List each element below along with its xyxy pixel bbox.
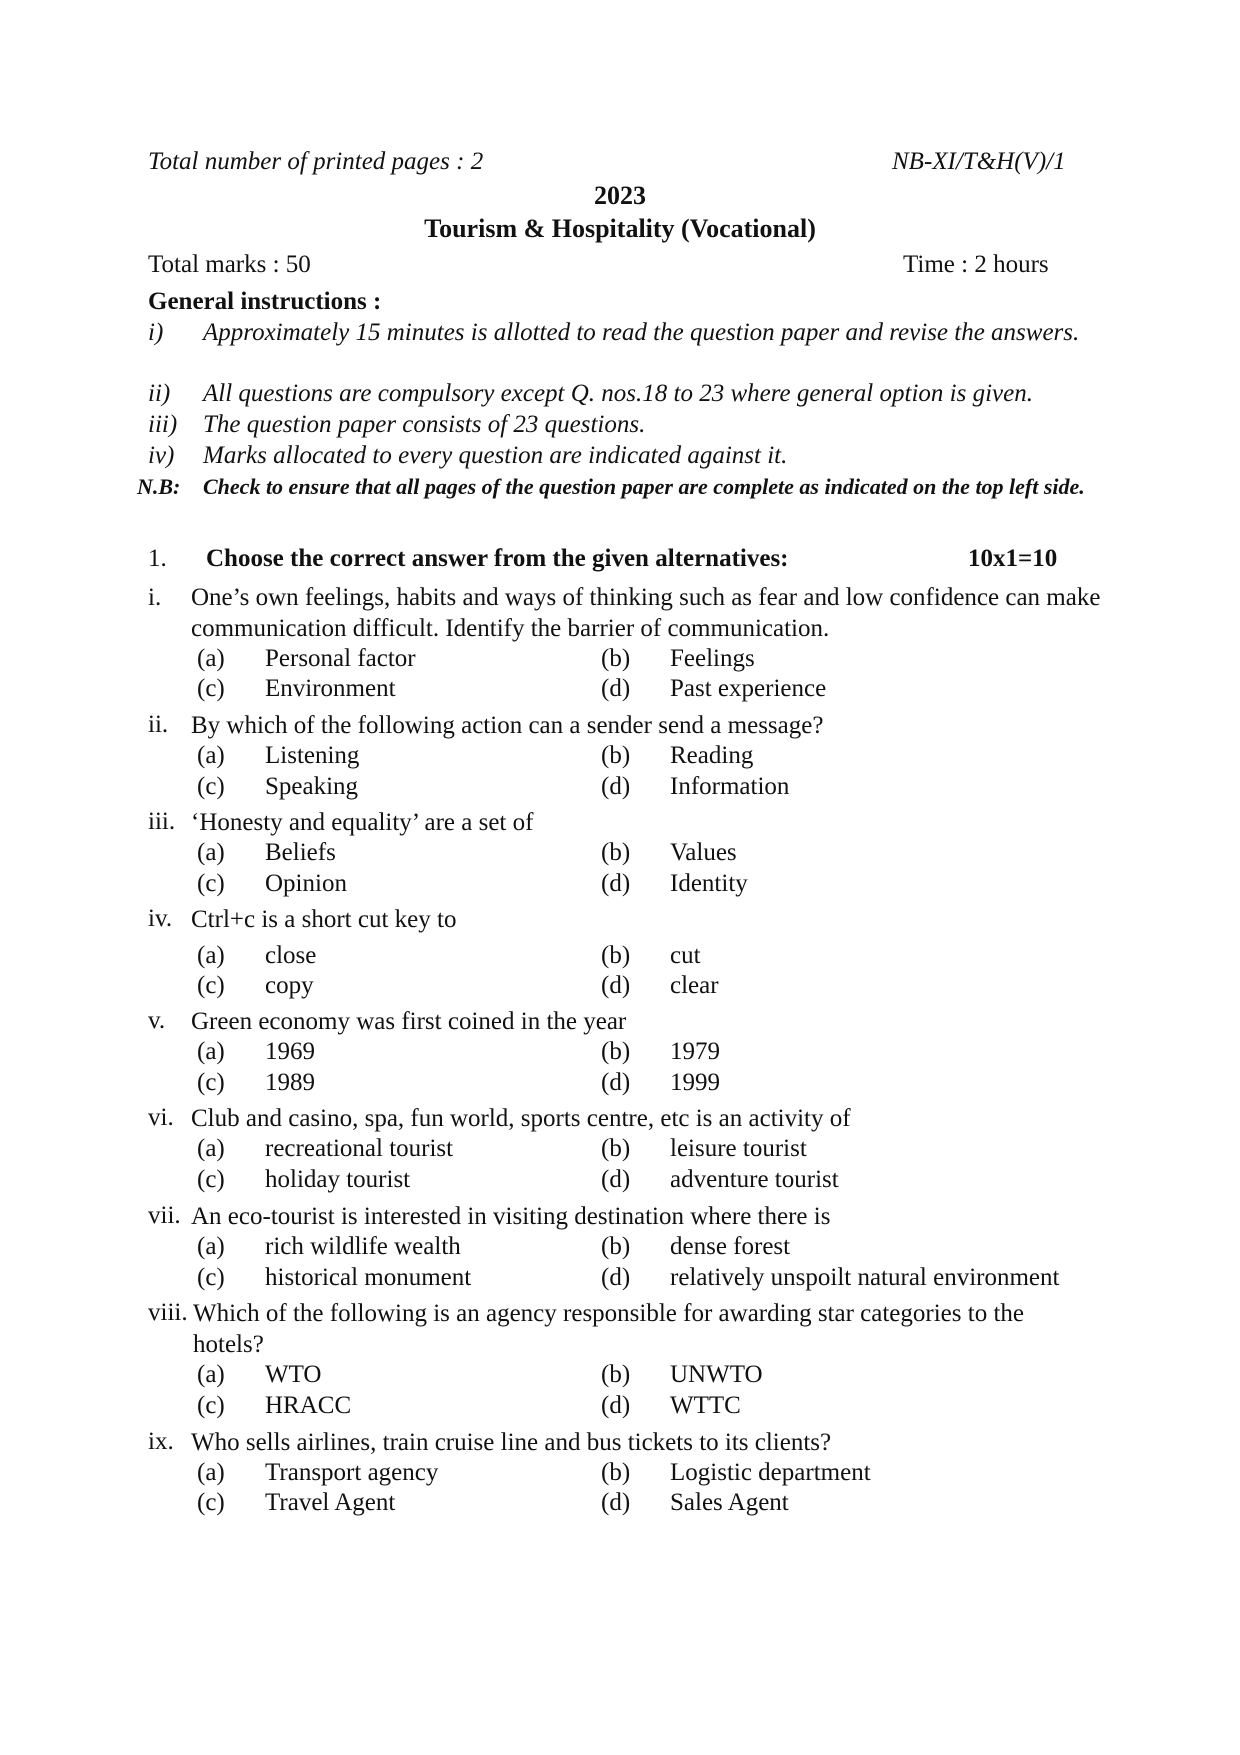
option-text: Information — [670, 773, 790, 800]
option-label: (c) — [197, 773, 225, 800]
option-text: historical monument — [265, 1264, 472, 1291]
option-text: adventure tourist — [670, 1166, 839, 1193]
nb-note: Check to ensure that all pages of the question paper are complete as indicated on the top left side. — [203, 474, 1085, 499]
option-label: (b) — [601, 839, 631, 866]
option-label: (c) — [197, 972, 225, 999]
instruction-text: Marks allocated to every question are indicated against it. — [203, 442, 788, 469]
option-text: Logistic department — [670, 1459, 871, 1486]
option-label: (d) — [601, 1166, 631, 1193]
option-text: close — [265, 942, 317, 969]
instructions-title: General instructions : — [148, 288, 382, 315]
option-text: WTTC — [670, 1392, 741, 1419]
option-label: (d) — [601, 1392, 631, 1419]
option-label: (b) — [601, 1361, 631, 1388]
option-label: (b) — [601, 1459, 631, 1486]
question-number: ix. — [148, 1428, 174, 1455]
question-text: An eco-tourist is interested in visiting destination where there is — [191, 1203, 831, 1230]
option-text: Identity — [670, 870, 748, 897]
option-label: (a) — [197, 1038, 225, 1065]
option-text: dense forest — [670, 1233, 791, 1260]
option-label: (d) — [601, 675, 631, 702]
instruction-text: The question paper consists of 23 questions. — [203, 411, 646, 438]
option-text: WTO — [265, 1361, 322, 1388]
question-number: vii. — [148, 1202, 181, 1229]
option-label: (a) — [197, 1233, 225, 1260]
option-text: recreational tourist — [265, 1135, 454, 1162]
option-label: (d) — [601, 1069, 631, 1096]
option-text: clear — [670, 972, 719, 999]
option-text: Listening — [265, 742, 360, 769]
option-label: (a) — [197, 839, 225, 866]
option-text: Beliefs — [265, 839, 336, 866]
option-label: (b) — [601, 645, 631, 672]
option-label: (d) — [601, 1264, 631, 1291]
option-label: (b) — [601, 742, 631, 769]
option-text: UNWTO — [670, 1361, 763, 1388]
option-text: Values — [670, 839, 737, 866]
question-text: Who sells airlines, train cruise line and bus tickets to its clients? — [191, 1429, 832, 1456]
option-text: HRACC — [265, 1392, 352, 1419]
instruction-text: All questions are compulsory except Q. nos.18 to 23 where general option is given. — [203, 380, 1033, 407]
option-text: Opinion — [265, 870, 347, 897]
option-text: 1979 — [670, 1038, 720, 1065]
option-label: (a) — [197, 742, 225, 769]
option-text: cut — [670, 942, 701, 969]
nb-label: N.B: — [137, 474, 181, 499]
question-number: iv. — [148, 905, 173, 932]
option-text: Reading — [670, 742, 754, 769]
question-text: Ctrl+c is a short cut key to — [191, 906, 457, 933]
option-text: 1989 — [265, 1069, 315, 1096]
option-label: (c) — [197, 1166, 225, 1193]
section-number: 1. — [148, 545, 167, 572]
exam-time: Time : 2 hours — [903, 251, 1049, 278]
option-text: Personal factor — [265, 645, 416, 672]
option-label: (c) — [197, 1489, 225, 1516]
option-text: 1969 — [265, 1038, 315, 1065]
option-label: (d) — [601, 870, 631, 897]
section-title: Choose the correct answer from the given alternatives: — [206, 545, 789, 572]
option-label: (b) — [601, 1038, 631, 1065]
question-number: vi. — [148, 1104, 174, 1131]
option-label: (c) — [197, 1392, 225, 1419]
option-text: Environment — [265, 675, 396, 702]
option-label: (a) — [197, 1459, 225, 1486]
question-text: Green economy was first coined in the year — [191, 1008, 627, 1035]
exam-year: 2023 — [594, 181, 646, 210]
option-label: (c) — [197, 870, 225, 897]
instruction-number: iii) — [148, 411, 178, 438]
option-label: (d) — [601, 972, 631, 999]
total-marks: Total marks : 50 — [148, 251, 311, 278]
option-label: (a) — [197, 942, 225, 969]
option-text: rich wildlife wealth — [265, 1233, 461, 1260]
option-text: copy — [265, 972, 314, 999]
subject-title: Tourism & Hospitality (Vocational) — [424, 214, 816, 243]
option-label: (a) — [197, 1361, 225, 1388]
option-label: (d) — [601, 773, 631, 800]
option-label: (b) — [601, 1135, 631, 1162]
option-text: holiday tourist — [265, 1166, 411, 1193]
option-text: relatively unspoilt natural environment — [670, 1264, 1060, 1291]
option-label: (d) — [601, 1489, 631, 1516]
question-number: viii. — [148, 1299, 188, 1326]
option-text: Transport agency — [265, 1459, 439, 1486]
instruction-text: Approximately 15 minutes is allotted to read the question paper and revise the answers. — [203, 319, 1080, 346]
option-label: (a) — [197, 645, 225, 672]
question-number: i. — [148, 584, 162, 611]
question-number: ii. — [148, 711, 169, 738]
section-marks: 10x1=10 — [968, 545, 1058, 572]
option-label: (b) — [601, 942, 631, 969]
option-label: (b) — [601, 1233, 631, 1260]
option-label: (c) — [197, 1264, 225, 1291]
option-text: 1999 — [670, 1069, 720, 1096]
paper-code: NB-XI/T&H(V)/1 — [892, 148, 1066, 175]
question-text: One’s own feelings, habits and ways of thinking such as fear and low confidence can make communication difficult. Identify the barrier of communication. — [191, 584, 1101, 642]
instruction-number: i) — [148, 319, 164, 346]
question-text: By which of the following action can a sender send a message? — [191, 712, 824, 739]
question-text: Club and casino, spa, fun world, sports centre, etc is an activity of — [191, 1105, 851, 1132]
option-text: Travel Agent — [265, 1489, 396, 1516]
instruction-number: iv) — [148, 442, 175, 469]
option-text: leisure tourist — [670, 1135, 807, 1162]
option-text: Speaking — [265, 773, 359, 800]
option-text: Past experience — [670, 675, 827, 702]
option-label: (a) — [197, 1135, 225, 1162]
option-text: Sales Agent — [670, 1489, 789, 1516]
question-number: iii. — [148, 808, 176, 835]
instruction-number: ii) — [148, 380, 171, 407]
question-number: v. — [148, 1007, 166, 1034]
question-text: Which of the following is an agency responsible for awarding star categories to the hotels? — [193, 1300, 1024, 1358]
option-label: (c) — [197, 1069, 225, 1096]
printed-pages-note: Total number of printed pages : 2 — [148, 148, 484, 175]
option-label: (c) — [197, 675, 225, 702]
option-text: Feelings — [670, 645, 755, 672]
question-text: ‘Honesty and equality’ are a set of — [191, 809, 534, 836]
